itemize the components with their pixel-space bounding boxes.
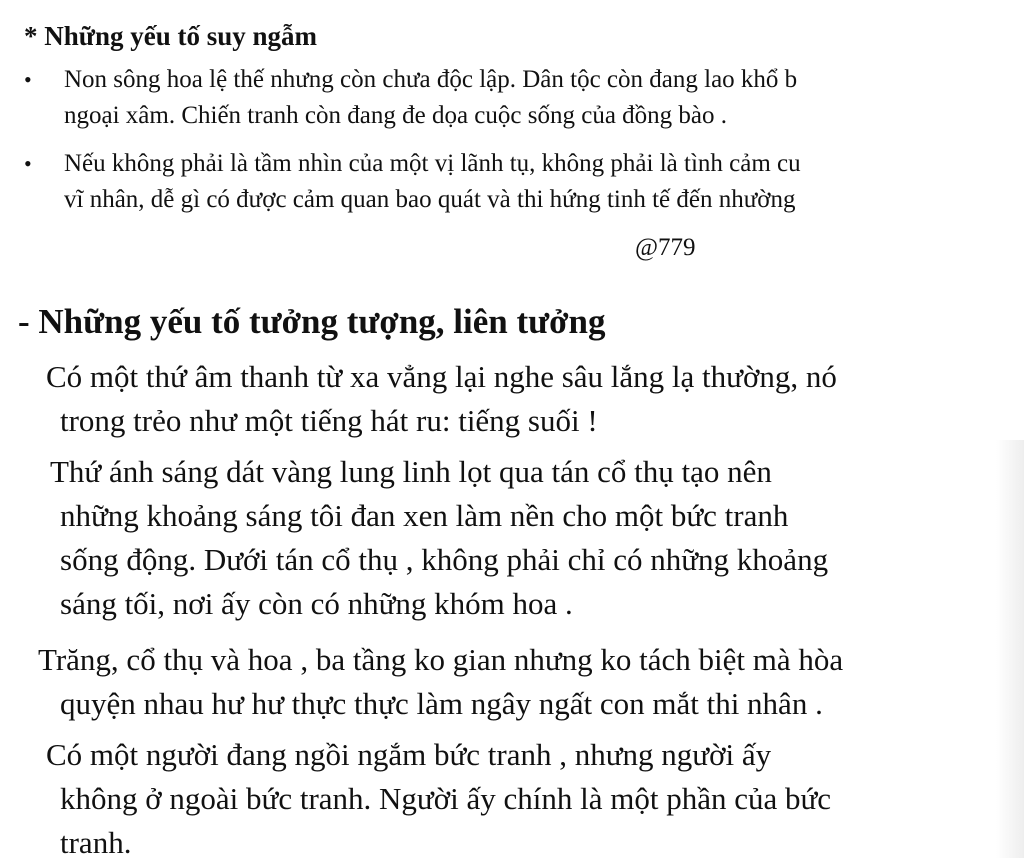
paragraph bbox=[46, 355, 1006, 443]
paragraph bbox=[50, 450, 1010, 626]
text-line: vĩ nhân, dễ gì có được cảm quan bao quát và thi hứng tinh tế đến nhường bbox=[64, 186, 796, 213]
text-line: trong trẻo như một tiếng hát ru: tiếng suối ! bbox=[60, 403, 598, 438]
text-line: sống động. Dưới tán cổ thụ , không phải chỉ có những khoảng bbox=[60, 542, 829, 577]
text-line: những khoảng sáng tôi đan xen làm nền cho một bức tranh bbox=[60, 498, 789, 533]
text-line: Có một người đang ngồi ngắm bức tranh , nhưng người ấy bbox=[46, 737, 772, 772]
section-heading-imagination: - Những yếu tố tưởng tượng, liên tưởng bbox=[18, 302, 606, 341]
paragraph bbox=[46, 733, 1006, 858]
bullet-item bbox=[24, 146, 984, 218]
text-line: ngoại xâm. Chiến tranh còn đang đe dọa cuộc sống của đồng bào . bbox=[64, 102, 728, 129]
text-line: quyện nhau hư hư thực thực làm ngây ngất con mắt thi nhân . bbox=[60, 686, 823, 721]
text-line: Non sông hoa lệ thế nhưng còn chưa độc lập. Dân tộc còn đang lao khổ b bbox=[64, 66, 798, 93]
page-edge-shadow bbox=[996, 440, 1024, 858]
bullet-dot-icon: • bbox=[24, 67, 32, 92]
text-line: Có một thứ âm thanh từ xa vẳng lại nghe sâu lắng lạ thường, nó bbox=[46, 359, 837, 394]
text-line: tranh. bbox=[60, 825, 132, 858]
author-handle: @779 bbox=[635, 234, 696, 261]
bullet-text bbox=[64, 146, 984, 218]
text-line: Nếu không phải là tầm nhìn của một vị lãnh tụ, không phải là tình cảm cu bbox=[64, 150, 801, 177]
bullet-dot-icon: • bbox=[24, 151, 32, 176]
text-line: Trăng, cổ thụ và hoa , ba tầng ko gian nhưng ko tách biệt mà hòa bbox=[38, 642, 844, 677]
bullet-text bbox=[64, 62, 984, 134]
section-heading-reflection: * Những yếu tố suy ngẫm bbox=[24, 21, 318, 51]
text-line: Thứ ánh sáng dát vàng lung linh lọt qua tán cổ thụ tạo nên bbox=[50, 454, 772, 489]
text-line: không ở ngoài bức tranh. Người ấy chính là một phần của bức bbox=[60, 781, 832, 816]
text-line: sáng tối, nơi ấy còn có những khóm hoa . bbox=[60, 586, 573, 621]
bullet-item bbox=[24, 62, 984, 134]
paragraph bbox=[38, 638, 998, 726]
